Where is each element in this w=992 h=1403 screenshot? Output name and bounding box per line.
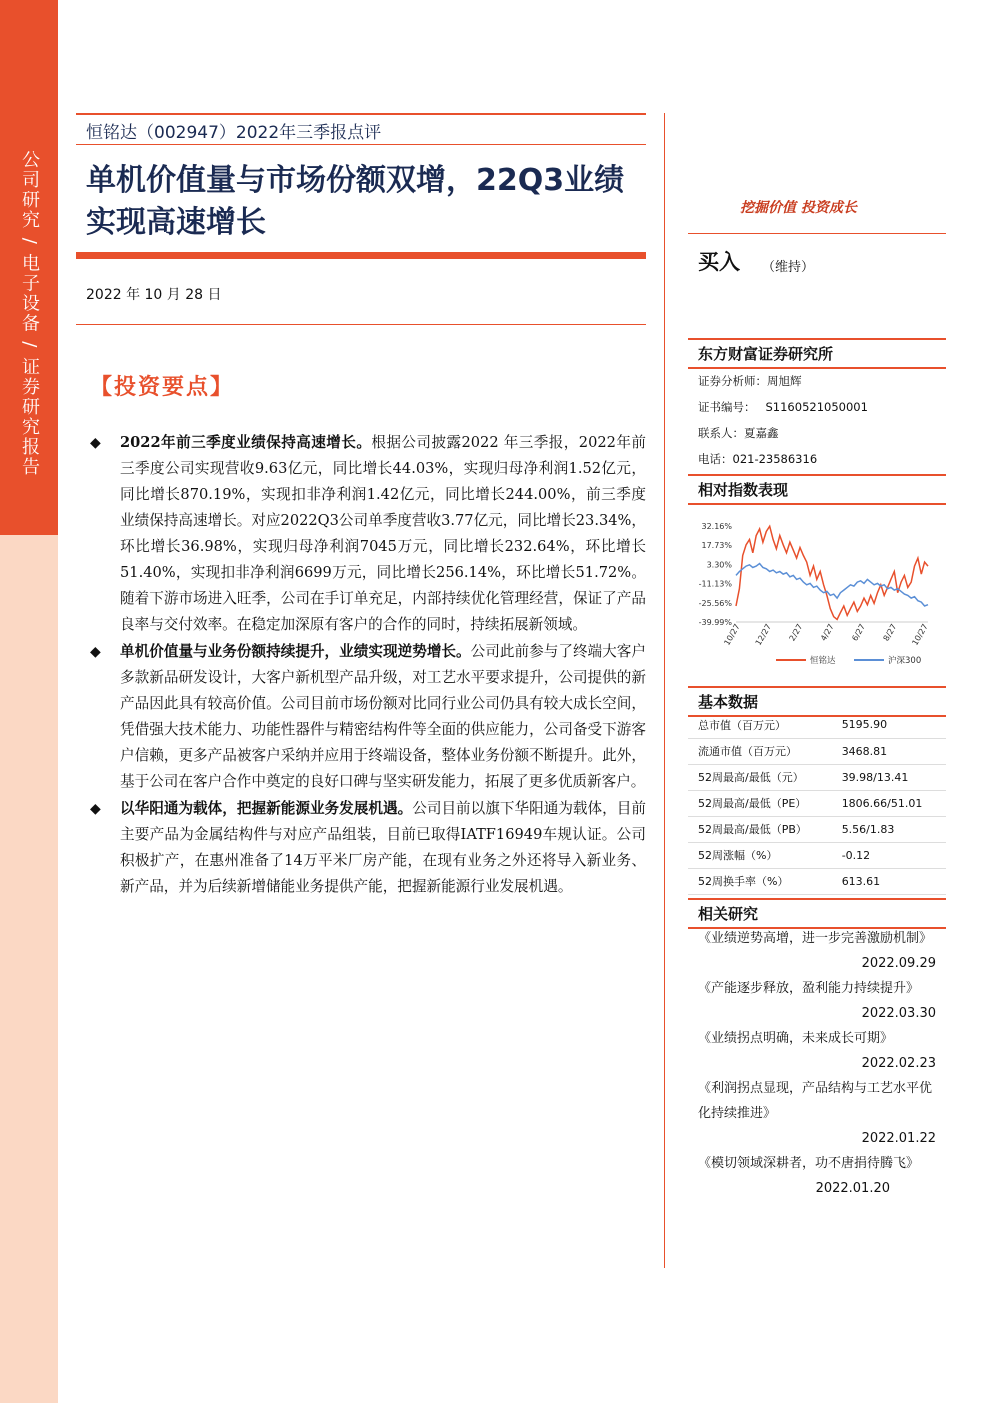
header-rule-top: [76, 113, 646, 115]
basic-label: 总市值（百万元）: [688, 712, 842, 738]
basic-label: 52周最高/最低（PE）: [688, 790, 842, 816]
table-row: [688, 816, 946, 842]
x-tick-label: 2/27: [787, 622, 805, 643]
research-title: 《模切领域深耕者，功不唐捐待腾飞》: [698, 1156, 920, 1171]
y-tick-label: 32.16%: [701, 522, 732, 531]
bullet-heading: 以华阳通为载体，把握新能源业务发展机遇。: [120, 800, 413, 817]
related-research-list: [698, 926, 940, 1201]
basic-label: 52周最高/最低（PB）: [688, 816, 842, 842]
rating-sub: （维持）: [762, 260, 815, 275]
basic-value: 1806.66/51.01: [842, 790, 946, 816]
rating: 买入: [698, 250, 740, 274]
research-date: 2022.03.30: [861, 1006, 936, 1021]
analyst-label: 证券分析师：: [698, 374, 767, 388]
bullet-text: 公司目前以旗下华阳通为载体，目前主要产品为金属结构件与对应产品组装，目前已取得IATF16949车规认证。公司积极扩产，在惠州准备了14万平米厂房产能，在现有业务之外还将导入新业务、新产品，并为后续新增储能业务提供产能，把握新能源行业发展机遇。: [120, 800, 646, 895]
list-item[interactable]: [698, 976, 940, 1026]
contact-label: 联系人：: [698, 426, 744, 440]
y-tick-label: -11.13%: [698, 579, 732, 589]
table-row: [688, 790, 946, 816]
section-title: 【投资要点】: [90, 374, 235, 400]
bullet-item: [88, 430, 646, 638]
analyst-line: [698, 373, 802, 389]
basic-data-heading: 基本数据: [688, 686, 946, 717]
side-band: [0, 0, 58, 1403]
list-item[interactable]: [698, 1151, 940, 1201]
y-tick-label: 17.73%: [701, 541, 732, 551]
research-title: 《业绩逆势高增，进一步完善激励机制》: [698, 931, 933, 946]
research-date: 2022.01.22: [861, 1131, 936, 1146]
slogan: 挖掘价值 投资成长: [740, 200, 857, 216]
series-line-2: [736, 564, 928, 607]
phone-label: 电话：: [698, 452, 733, 466]
y-tick-label: 3.30%: [706, 560, 732, 570]
series-line-1: [736, 526, 928, 619]
table-row: [688, 842, 946, 868]
diamond-bullet-icon: ◆: [90, 435, 101, 451]
bullet-item: [88, 639, 646, 795]
header-rule-thin: [76, 144, 646, 145]
y-tick-label: -39.99%: [698, 618, 732, 627]
legend-label: 恒铭达: [810, 656, 836, 666]
x-tick-label: 8/27: [881, 622, 899, 643]
basic-value: 5.56/1.83: [842, 816, 946, 842]
title-line-2: 实现高速增长: [86, 205, 266, 240]
basic-label: 52周最高/最低（元）: [688, 764, 842, 790]
institute-heading: 东方财富证券研究所: [688, 338, 946, 369]
basic-value: 5195.90: [842, 712, 946, 738]
basic-label: 52周换手率（%）: [688, 868, 842, 894]
side-band-light: [0, 535, 58, 1403]
x-tick-label: 6/27: [850, 622, 868, 643]
list-item[interactable]: [698, 1076, 940, 1151]
diamond-bullet-icon: ◆: [90, 801, 101, 817]
legend-label: 沪深300: [888, 656, 922, 666]
investment-points: [88, 430, 646, 900]
list-item[interactable]: [698, 1026, 940, 1076]
contact-name: 夏嘉鑫: [744, 426, 779, 440]
table-row: [688, 764, 946, 790]
column-divider: [664, 113, 665, 1268]
cert-number: S1160521050001: [765, 400, 868, 414]
side-band-label: 公司研究 / 电子设备 / 证券研究报告: [19, 150, 40, 478]
research-date: 2022.01.20: [815, 1181, 890, 1196]
slogan-rule: [688, 233, 946, 234]
basic-value: 39.98/13.41: [842, 764, 946, 790]
x-tick-label: 10/27: [722, 622, 742, 647]
research-title: 《利润拐点显现，产品结构与工艺水平优化持续推进》: [698, 1081, 933, 1121]
x-tick-label: 12/27: [753, 622, 774, 647]
date-rule: [76, 324, 646, 325]
title-line-1: 单机价值量与市场份额双增，22Q3业绩: [86, 163, 625, 198]
bullet-heading: 2022年前三季度业绩保持高速增长。: [120, 434, 372, 451]
chart-heading: 相对指数表现: [688, 474, 946, 505]
page-title: [86, 160, 646, 244]
diamond-bullet-icon: ◆: [90, 644, 101, 660]
basic-label: 52周涨幅（%）: [688, 842, 842, 868]
title-bar: [76, 252, 646, 259]
x-tick-label: 10/27: [910, 622, 930, 647]
table-row: [688, 738, 946, 764]
basic-value: 613.61: [842, 868, 946, 894]
basic-label: 流通市值（百万元）: [688, 738, 842, 764]
cert-label: 证书编号：: [698, 400, 756, 414]
bullet-text: 根据公司披露2022 年三季报，2022年前三季度公司实现营收9.63亿元，同比增长44.03%，实现归母净利润1.52亿元，同比增长870.19%，实现扣非净利润1.42亿元，同比增长244.00%，前三季度业绩保持高速增长。对应2022Q3公司单季度营收3.77亿元，同比增长23.34%，环比增长36.98%，实现归母净利润7045万元，同比增长232.64%，环比增长51.40%，实现扣非净利润6699万元，同比增长256.14%，环比增长51.72%。随着下游市场进入旺季，公司在手订单充足，内部持续优化管理经营，保证了产品良率与交付效率。在稳定加深原有客户的合作的同时，持续拓展新领域。: [120, 434, 646, 633]
phone-line: [698, 451, 817, 467]
x-tick-label: 4/27: [818, 622, 836, 643]
report-date: 2022 年 10 月 28 日: [86, 287, 222, 303]
research-title: 《产能逐步释放，盈利能力持续提升》: [698, 981, 920, 996]
table-row: [688, 712, 946, 738]
phone-number: 021-23586316: [732, 452, 818, 466]
relative-index-chart: [688, 508, 946, 688]
research-date: 2022.09.29: [861, 956, 936, 971]
table-row: [688, 868, 946, 894]
basic-value: -0.12: [842, 842, 946, 868]
bullet-text: 公司此前参与了终端大客户多款新品研发设计，大客户新机型产品升级，对工艺水平要求提升，公司提供的新产品因此具有较高价值。公司目前市场份额对比同行业公司仍具有较大成长空间，凭借强大技术能力、功能性器件与精密结构件等全面的供应能力，公司备受下游客户信赖，更多产品被客户采纳并应用于终端设备，整体业务份额不断提升。此外，基于公司在客户合作中奠定的良好口碑与坚实研发能力，拓展了更多优质新客户。: [120, 643, 646, 790]
report-type: 恒铭达（002947）2022年三季报点评: [86, 123, 382, 143]
side-band-text: [0, 150, 58, 477]
chart-svg: [688, 508, 946, 688]
research-heading: 相关研究: [688, 898, 946, 929]
basic-data-table: [688, 712, 946, 895]
cert-line: [698, 399, 868, 415]
analyst-name: 周旭辉: [767, 374, 802, 388]
bullet-heading: 单机价值量与业务份额持续提升，业绩实现逆势增长。: [120, 643, 471, 660]
research-date: 2022.02.23: [861, 1056, 936, 1071]
basic-value: 3468.81: [842, 738, 946, 764]
list-item[interactable]: [698, 926, 940, 976]
bullet-item: [88, 796, 646, 900]
y-tick-label: -25.56%: [698, 598, 732, 608]
research-title: 《业绩拐点明确，未来成长可期》: [698, 1031, 894, 1046]
contact-line: [698, 425, 779, 441]
